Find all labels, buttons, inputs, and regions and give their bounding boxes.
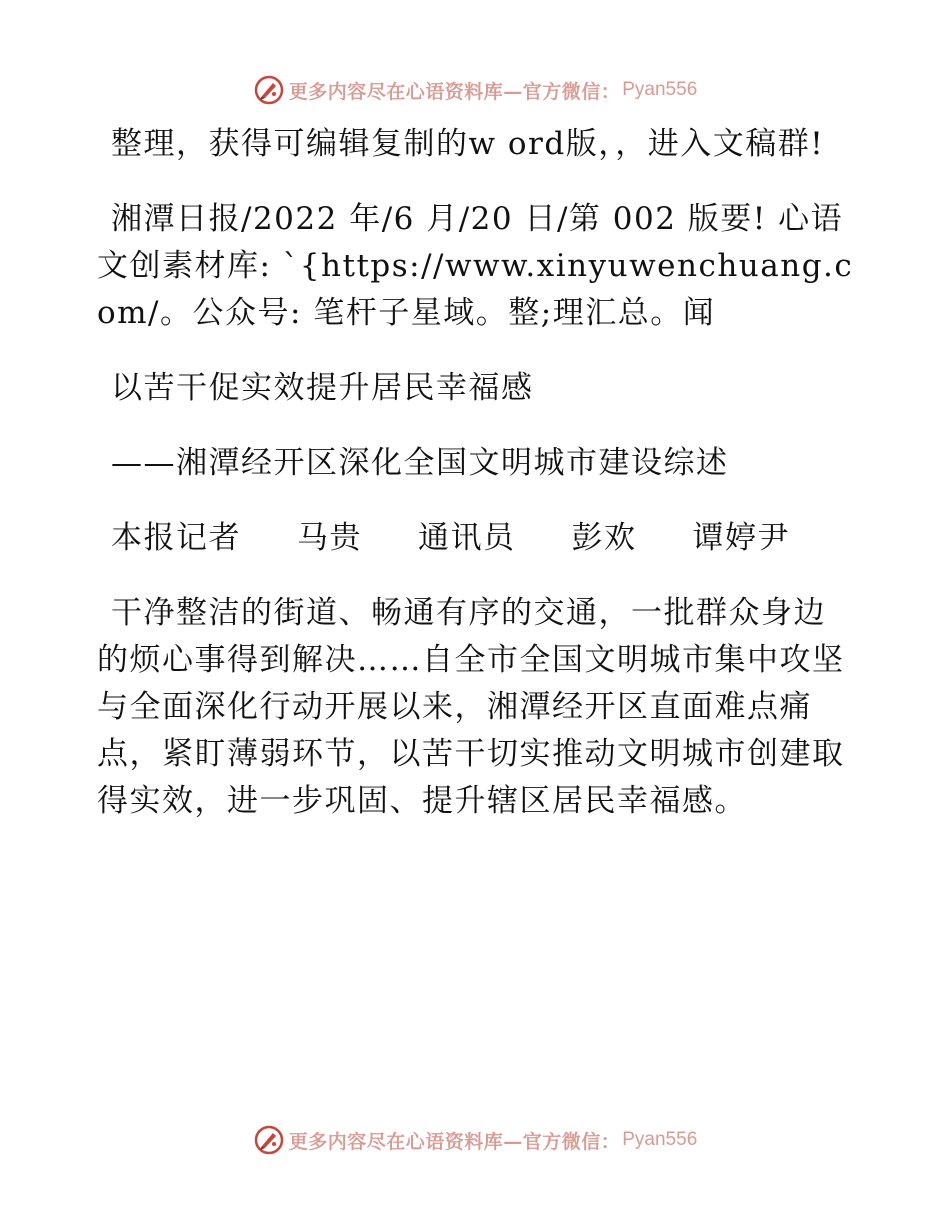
reporter-name: 马贵 (297, 520, 362, 556)
paragraph-source: 湘潭日报/2022 年/6 月/20 日/第 002 版要! 心语文创素材库: `{https://www.xinyuwenchuang.com/。公众号: 笔杆子星域。整;理汇总。闻 (97, 201, 854, 331)
logo-icon (253, 74, 285, 106)
logo-icon (253, 1124, 285, 1156)
correspondent-name: 彭欢 (571, 520, 637, 556)
paragraph-intro: 整理，获得可编辑复制的w ord版，，进入文稿群! (111, 126, 825, 162)
watermark-text: 更多内容尽在心语资料库—官方微信： (288, 80, 621, 103)
correspondent-name: 谭婷尹 (692, 520, 790, 556)
footer-watermark (0, 1120, 950, 1160)
reporter-label: 本报记者 (111, 520, 241, 556)
article-title: 以苦干促实效提升居民幸福感 (111, 370, 534, 406)
watermark-wechat-id: Pyan556 (622, 79, 698, 100)
article-body: 干净整洁的街道、畅通有序的交通，一批群众身边的烦心事得到解决……自全市全国文明城市集中攻坚与全面深化行动开展以来，湘潭经开区直面难点痛点，紧盯薄弱环节，以苦干切实推动文明城市创建取得实效，进一步巩固、提升辖区居民幸福感。 (97, 595, 845, 819)
watermark-wechat-id: Pyan556 (622, 1129, 698, 1150)
header-watermark (0, 70, 950, 110)
correspondent-label: 通讯员 (418, 520, 516, 556)
byline (97, 515, 857, 562)
watermark-text: 更多内容尽在心语资料库—官方微信： (288, 1130, 621, 1153)
article-subtitle: ——湘潭经开区深化全国文明城市建设综述 (111, 445, 729, 481)
document-body (97, 121, 857, 825)
